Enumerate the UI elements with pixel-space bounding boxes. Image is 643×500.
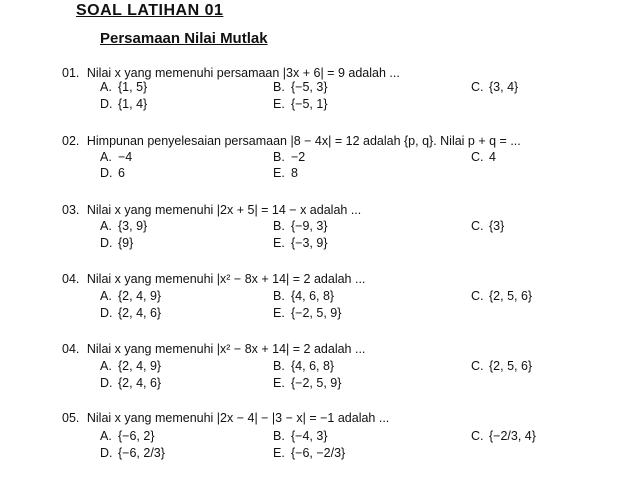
page-subtitle: Persamaan Nilai Mutlak [100, 30, 268, 47]
option-text: {4, 6, 8} [291, 359, 335, 373]
option-text: {3} [489, 219, 505, 233]
question-text: Nilai x yang memenuhi |x² − 8x + 14| = 2 adalah ... [86, 272, 366, 286]
option-c [471, 80, 518, 94]
option-text: {2, 5, 6} [489, 359, 533, 373]
option-letter: E. [273, 306, 285, 320]
option-text: {3, 4} [489, 80, 519, 94]
option-letter: D. [100, 306, 113, 320]
option-letter: A. [100, 429, 112, 443]
option-text: {9} [118, 236, 134, 250]
option-text: {−2, 5, 9} [291, 306, 342, 320]
question-number: 01. [62, 66, 80, 80]
question-text: Nilai x yang memenuhi persamaan |3x + 6| = 9 adalah ... [86, 66, 400, 80]
option-letter: C. [471, 150, 484, 164]
question-number: 04. [62, 272, 80, 286]
option-text: {−5, 3} [291, 80, 328, 94]
option-d [100, 376, 161, 390]
option-text: 6 [118, 166, 125, 180]
option-text: 8 [291, 166, 298, 180]
question-4 [62, 272, 365, 286]
option-letter: D. [100, 166, 113, 180]
option-letter: A. [100, 80, 112, 94]
question-3 [62, 203, 361, 217]
option-a [100, 359, 161, 373]
option-text: {−5, 1} [291, 97, 328, 111]
option-e [273, 376, 341, 390]
option-c [471, 219, 504, 233]
option-b [273, 359, 334, 373]
option-a [100, 80, 147, 94]
question-number: 04. [62, 342, 80, 356]
option-e [273, 166, 298, 180]
option-text: {−3, 9} [291, 236, 328, 250]
option-letter: B. [273, 429, 285, 443]
option-d [100, 166, 125, 180]
option-text: {4, 6, 8} [291, 289, 335, 303]
question-number: 05. [62, 411, 80, 425]
option-text: {−9, 3} [291, 219, 328, 233]
option-text: {−6, 2} [118, 429, 155, 443]
option-text: {1, 4} [118, 97, 148, 111]
option-e [273, 236, 328, 250]
option-b [273, 429, 328, 443]
option-text: {2, 4, 9} [118, 289, 162, 303]
option-letter: C. [471, 359, 484, 373]
option-text: {2, 4, 6} [118, 306, 162, 320]
option-c [471, 429, 536, 443]
option-text: 4 [489, 150, 496, 164]
option-letter: C. [471, 429, 484, 443]
option-b [273, 289, 334, 303]
question-1 [62, 66, 400, 80]
question-text: Himpunan penyelesaian persamaan |8 − 4x| = 12 adalah {p, q}. Nilai p + q = ... [86, 134, 521, 148]
option-text: {−6, 2/3} [118, 446, 165, 460]
option-text: {−6, −2/3} [291, 446, 346, 460]
option-letter: B. [273, 80, 285, 94]
option-e [273, 306, 341, 320]
option-text: {−2, 5, 9} [291, 376, 342, 390]
option-letter: D. [100, 236, 113, 250]
question-5 [62, 342, 365, 356]
option-c [471, 359, 532, 373]
option-d [100, 97, 147, 111]
option-d [100, 236, 133, 250]
question-2 [62, 134, 521, 148]
option-letter: E. [273, 236, 285, 250]
question-text: Nilai x yang memenuhi |2x − 4| − |3 − x| = −1 adalah ... [86, 411, 390, 425]
option-text: {1, 5} [118, 80, 148, 94]
option-c [471, 150, 496, 164]
question-text: Nilai x yang memenuhi |2x + 5| = 14 − x adalah ... [86, 203, 362, 217]
option-d [100, 306, 161, 320]
option-text: {−4, 3} [291, 429, 328, 443]
option-letter: E. [273, 166, 285, 180]
question-text: Nilai x yang memenuhi |x² − 8x + 14| = 2 adalah ... [86, 342, 366, 356]
option-text: {−2/3, 4} [489, 429, 536, 443]
option-letter: D. [100, 97, 113, 111]
option-a [100, 289, 161, 303]
option-letter: E. [273, 97, 285, 111]
option-e [273, 446, 345, 460]
option-text: −4 [118, 150, 133, 164]
option-e [273, 97, 328, 111]
option-text: {2, 5, 6} [489, 289, 533, 303]
option-letter: C. [471, 80, 484, 94]
option-letter: E. [273, 446, 285, 460]
option-letter: D. [100, 376, 113, 390]
option-a [100, 429, 155, 443]
question-number: 02. [62, 134, 80, 148]
option-letter: A. [100, 150, 112, 164]
option-text: −2 [291, 150, 306, 164]
option-letter: C. [471, 219, 484, 233]
option-b [273, 219, 328, 233]
option-letter: A. [100, 289, 112, 303]
question-number: 03. [62, 203, 80, 217]
option-letter: B. [273, 289, 285, 303]
option-letter: B. [273, 150, 285, 164]
option-letter: D. [100, 446, 113, 460]
option-letter: A. [100, 359, 112, 373]
option-text: {3, 9} [118, 219, 148, 233]
question-6 [62, 411, 389, 425]
option-text: {2, 4, 6} [118, 376, 162, 390]
option-text: {2, 4, 9} [118, 359, 162, 373]
option-letter: B. [273, 219, 285, 233]
option-b [273, 80, 328, 94]
option-b [273, 150, 305, 164]
option-a [100, 219, 147, 233]
option-d [100, 446, 165, 460]
option-a [100, 150, 132, 164]
option-letter: C. [471, 289, 484, 303]
option-c [471, 289, 532, 303]
option-letter: B. [273, 359, 285, 373]
option-letter: A. [100, 219, 112, 233]
page-title: SOAL LATIHAN 01 [76, 2, 224, 19]
option-letter: E. [273, 376, 285, 390]
